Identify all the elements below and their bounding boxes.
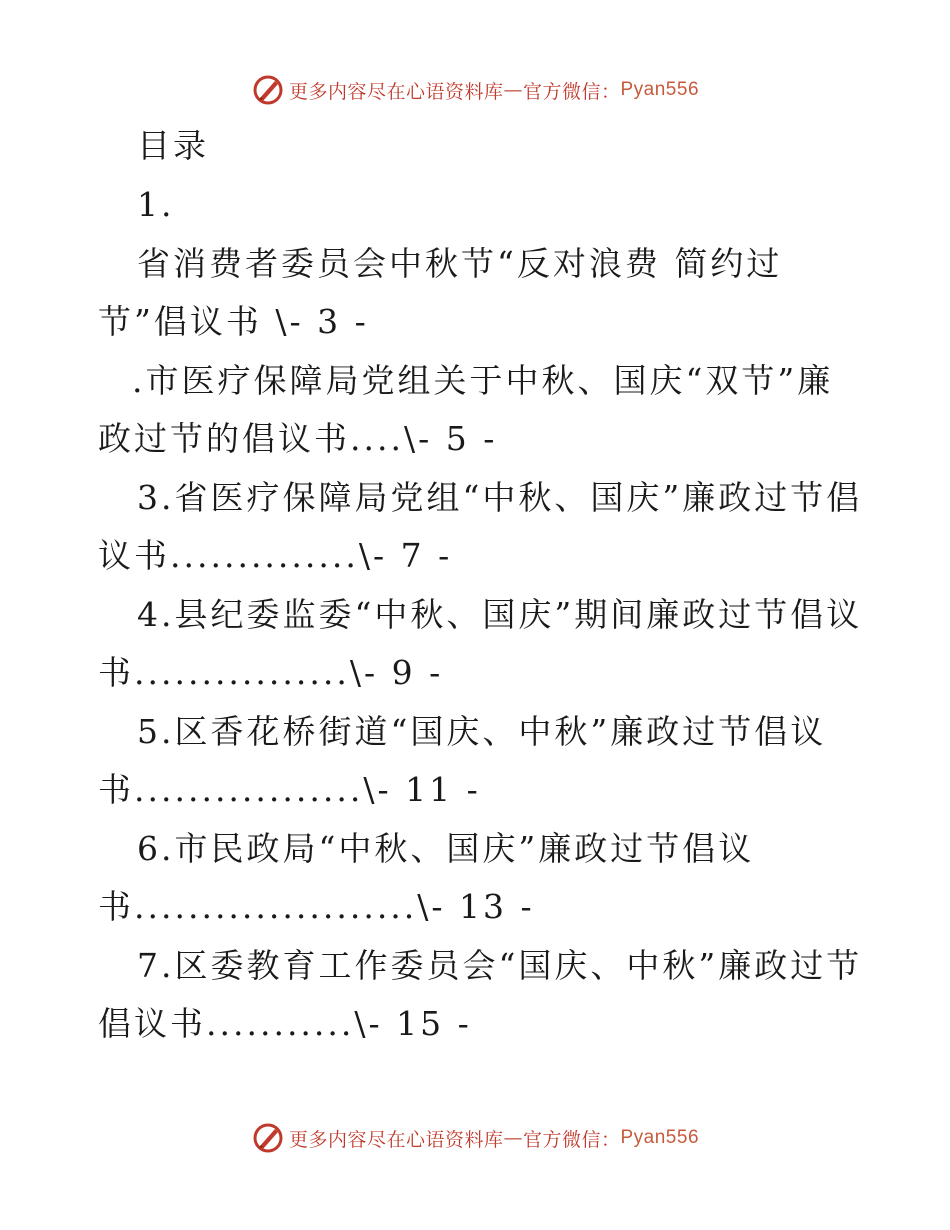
toc-line: 3.省医疗保障局党组“中秋、国庆”廉政过节倡 (137, 478, 863, 517)
watermark-separator: — (503, 1127, 523, 1149)
toc-heading: 目录 (137, 126, 209, 165)
toc-line: 书.....................\- 13 - (98, 887, 535, 926)
toc-line: 书.................\- 11 - (98, 770, 481, 809)
watermark-account: Pyan556 (620, 1127, 700, 1148)
toc-line: 政过节的倡议书....\- 5 - (98, 419, 498, 458)
toc-line: 4.县纪委监委“中秋、国庆”期间廉政过节倡议 (137, 595, 863, 634)
toc-line: 5.区香花桥街道“国庆、中秋”廉政过节倡议 (137, 712, 827, 751)
header-watermark (0, 70, 950, 110)
toc-line: 议书..............\- 7 - (98, 536, 453, 575)
toc-line: 倡议书...........\- 15 - (98, 1004, 472, 1043)
toc-line: 节”倡议书 \- 3 - (98, 302, 369, 341)
toc-line: 7.区委教育工作委员会“国庆、中秋”廉政过节 (137, 946, 863, 985)
toc-line: .市医疗保障局党组关于中秋、国庆“双节”廉 (132, 361, 834, 400)
toc-line: 书................\- 9 - (98, 653, 444, 692)
footer-watermark (0, 1118, 950, 1158)
watermark-account: Pyan556 (620, 79, 700, 100)
watermark-wechat-label: 官方微信： (522, 80, 621, 103)
pen-logo-icon (251, 1121, 285, 1155)
toc-line: 1. (137, 185, 175, 224)
watermark-site-text: 更多内容尽在心语资料库 (288, 1128, 504, 1151)
toc-line: 6.市民政局“中秋、国庆”廉政过节倡议 (137, 829, 755, 868)
watermark-wechat-label: 官方微信： (522, 1128, 621, 1151)
watermark-separator: — (503, 79, 523, 101)
pen-logo-icon (251, 73, 285, 107)
watermark-site-text: 更多内容尽在心语资料库 (288, 80, 504, 103)
toc-line: 省消费者委员会中秋节“反对浪费 简约过 (137, 244, 783, 283)
